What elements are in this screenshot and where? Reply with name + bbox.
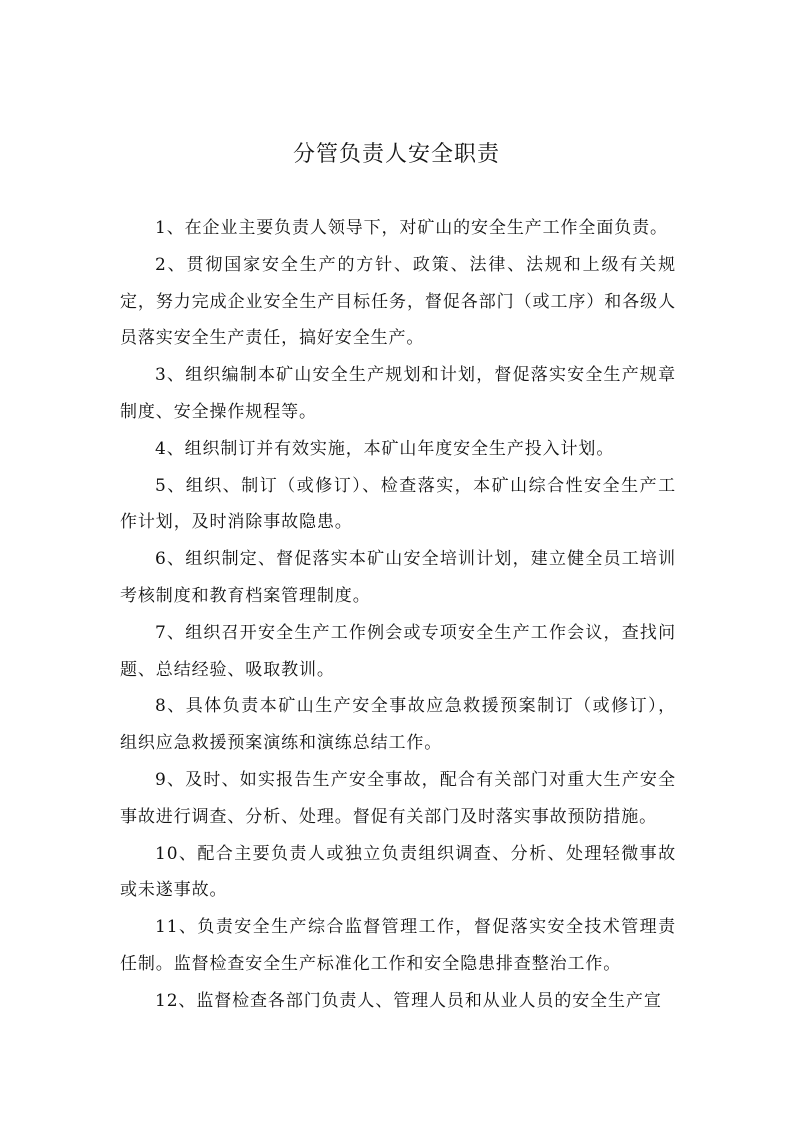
paragraph-1: 1、在企业主要负责人领导下，对矿山的安全生产工作全面负责。 [155,218,668,238]
paragraph-9: 9、及时、如实报告生产安全事故，配合有关部门对重大生产安全事故进行调查、分析、处理。督促有关部门及时落实事故预防措施。 [120,769,676,827]
paragraph-12: 12、监督检查各部门负责人、管理人员和从业人员的安全生产宣 [155,990,662,1011]
paragraph-8: 8、具体负责本矿山生产安全事故应急救援预案制订（或修订），组织应急救援预案演练和演练总结工作。 [120,696,676,754]
paragraph-7: 7、组织召开安全生产工作例会或专项安全生产工作会议，查找问题、总结经验、吸取教训。 [120,622,676,680]
paragraph-3: 3、组织编制本矿山安全生产规划和计划，督促落实安全生产规章制度、安全操作规程等。 [120,365,676,422]
document-body [120,210,676,1020]
document-title: 分管负责人安全职责 [292,142,500,167]
paragraph-2: 2、贯彻国家安全生产的方针、政策、法律、法规和上级有关规定，努力完成企业安全生产目标任务，督促各部门（或工序）和各级人员落实安全生产责任，搞好安全生产。 [120,254,676,349]
paragraph-6: 6、组织制定、督促落实本矿山安全培训计划，建立健全员工培训考核制度和教育档案管理制度。 [120,549,676,606]
paragraph-10: 10、配合主要负责人或独立负责组织调查、分析、处理轻微事故或未遂事故。 [120,843,676,901]
paragraph-11: 11、负责安全生产综合监督管理工作，督促落实安全技术管理责任制。监督检查安全生产标准化工作和安全隐患排查整治工作。 [120,917,676,974]
paragraph-4: 4、组织制订并有效实施，本矿山年度安全生产投入计划。 [155,438,615,459]
paragraph-5: 5、组织、制订（或修订）、检查落实，本矿山综合性安全生产工作计划，及时消除事故隐患。 [120,475,676,533]
